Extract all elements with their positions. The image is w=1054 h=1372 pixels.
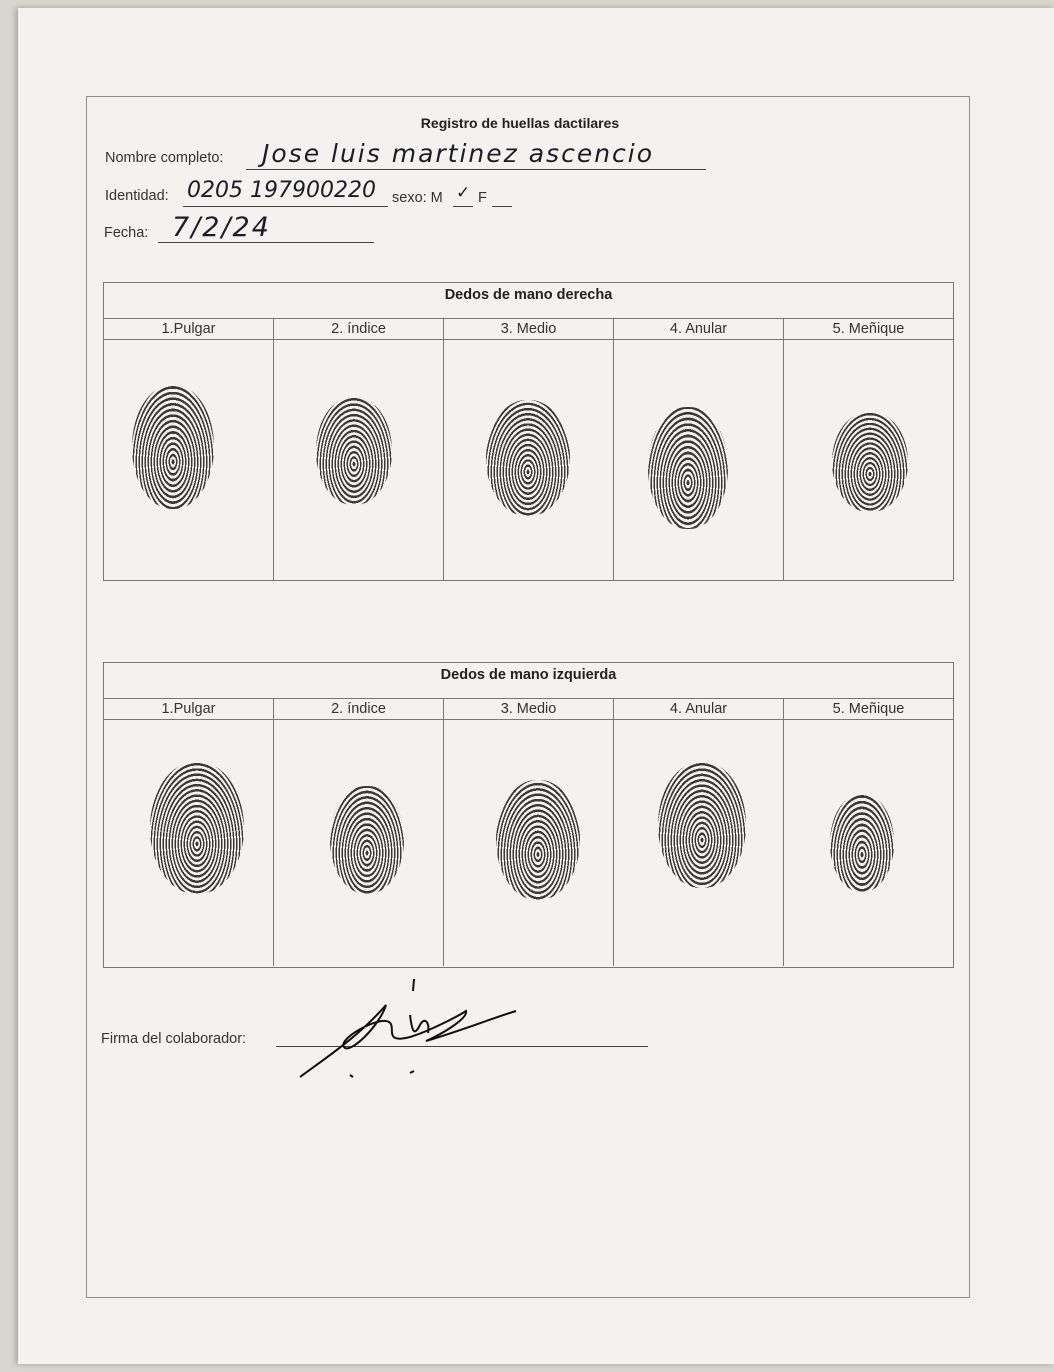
right-thumb-cell (104, 340, 274, 580)
id-label: Identidad: (105, 188, 169, 204)
left-hand-header (104, 663, 953, 699)
id-handwritten: 0205 197900220 (187, 178, 376, 203)
sex-label-m: sexo: M (392, 190, 443, 206)
right-index-label: 2. índice (274, 319, 444, 339)
fingerprint-image (316, 397, 392, 505)
name-line (246, 169, 706, 170)
sex-m-checkmark: ✓ (456, 183, 473, 203)
left-little-label: 5. Meñique (832, 701, 905, 717)
left-little-cell (784, 720, 953, 966)
left-hand-title: Dedos de mano izquierda (440, 667, 617, 683)
date-handwritten: 7/2/24 (172, 212, 271, 243)
name-handwritten: Jose luis martinez ascencio (262, 139, 655, 168)
date-label: Fecha: (104, 225, 149, 241)
fingerprint-image (486, 400, 570, 516)
right-little-label: 5. Meñique (832, 321, 905, 337)
right-middle-cell (444, 340, 614, 580)
fingerprint-image (832, 412, 908, 512)
left-thumb-label: 1.Pulgar (104, 699, 274, 719)
form-title: Registro de huellas dactilares (420, 115, 620, 131)
right-hand-header (104, 283, 953, 319)
left-thumb-cell (104, 720, 274, 966)
left-index-label: 2. índice (274, 699, 444, 719)
left-middle-label: 3. Medio (444, 699, 614, 719)
left-hand-table (103, 662, 954, 968)
sex-f-line (492, 206, 512, 207)
right-index-cell (274, 340, 444, 580)
fingerprint-image (830, 794, 894, 892)
left-hand-columns (104, 699, 953, 720)
right-little-cell (784, 340, 953, 580)
right-middle-label: 3. Medio (444, 319, 614, 339)
fingerprint-image (658, 762, 746, 888)
signature-image (290, 975, 530, 1085)
fingerprint-image (330, 786, 404, 894)
left-ring-cell (614, 720, 784, 966)
right-ring-label: 4. Anular (614, 319, 784, 339)
sex-label-f: F (478, 190, 487, 206)
fingerprint-image (496, 780, 580, 900)
right-hand-columns (104, 319, 953, 340)
right-hand-table (103, 282, 954, 581)
right-ring-cell (614, 340, 784, 580)
id-line (183, 206, 388, 207)
left-ring-label: 4. Anular (614, 699, 784, 719)
left-middle-cell (444, 720, 614, 966)
fingerprint-image (132, 385, 214, 509)
right-thumb-label: 1.Pulgar (104, 319, 274, 339)
fingerprint-image (150, 762, 244, 894)
fingerprint-image (648, 407, 728, 529)
signature-label: Firma del colaborador: (101, 1031, 247, 1047)
left-index-cell (274, 720, 444, 966)
name-label: Nombre completo: (105, 150, 224, 166)
right-hand-title: Dedos de mano derecha (444, 287, 613, 303)
sex-m-line (453, 206, 473, 207)
